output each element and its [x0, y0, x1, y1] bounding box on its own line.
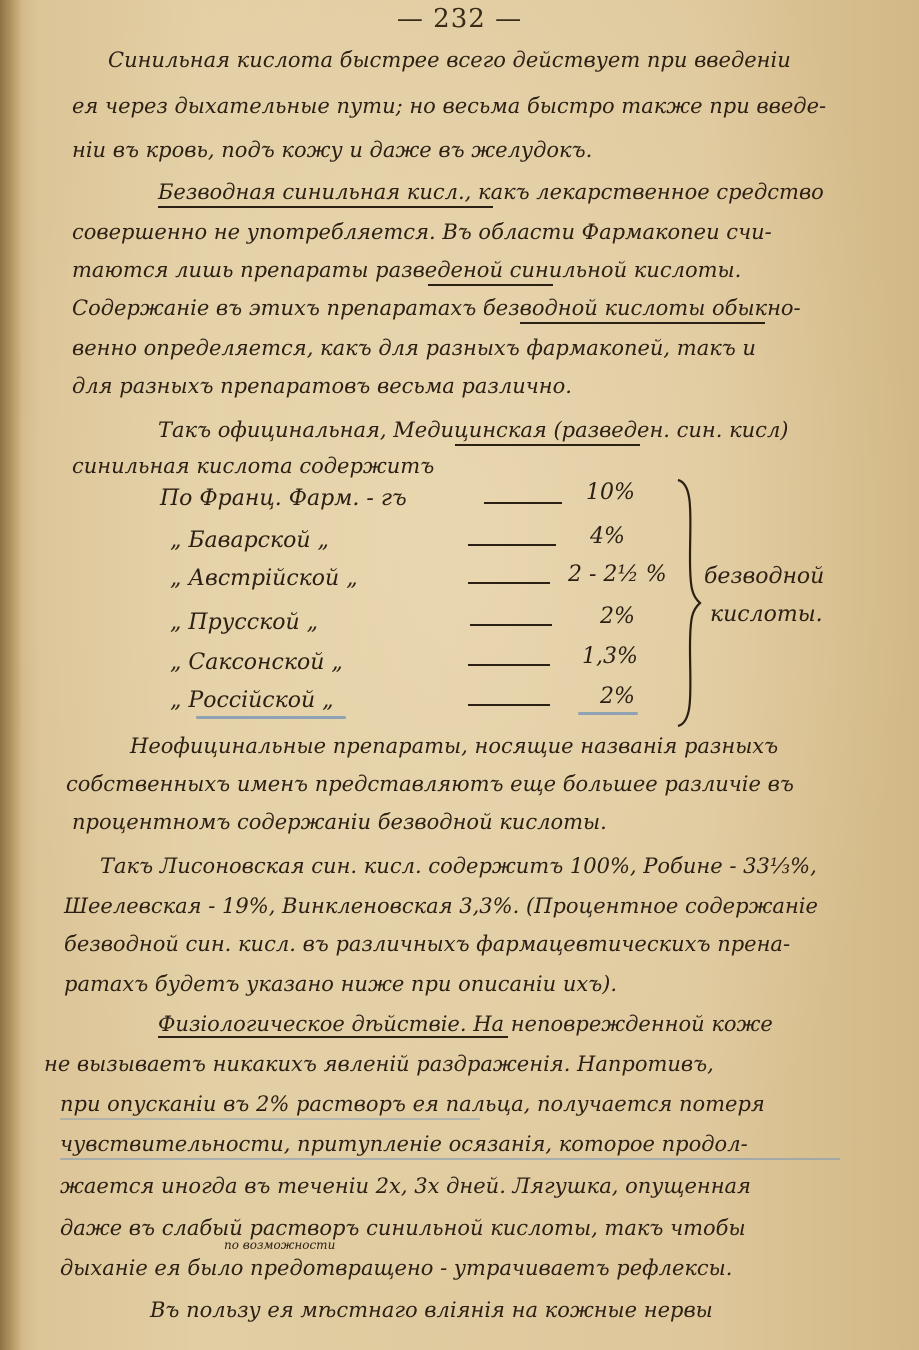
table-dash — [468, 544, 556, 546]
text-line-8: венно определяется, какъ для разныхъ фармакопей, такъ и — [72, 336, 756, 360]
blue-underline — [578, 712, 638, 715]
table-label: „ Россійской „ — [170, 688, 334, 713]
table-value: 10% — [586, 480, 635, 505]
curly-brace — [676, 478, 702, 728]
underline-stroke — [520, 322, 765, 324]
table-value: 2 - 2½ % — [568, 562, 667, 587]
text-line-22: чувствительности, притупленіе осязанія, которое продол- — [60, 1132, 748, 1156]
brace-label-1: безводной — [704, 564, 825, 589]
text-line-7: Содержаніе въ этихъ препаратахъ безводной кислоты обыкно- — [72, 296, 801, 320]
text-line-26: Въ пользу ея мѣстнаго вліянія на кожные нервы — [150, 1298, 713, 1322]
text-line-5: совершенно не употребляется. Въ области Фармакопеи счи- — [72, 220, 772, 244]
text-line-25: дыханіе ея было предотвращено - утрачиваетъ рефлексы. — [60, 1256, 733, 1280]
text-line-14: процентномъ содержаніи безводной кислоты. — [72, 810, 607, 834]
text-line-21: при опусканіи въ 2% растворъ ея пальца, получается потеря — [60, 1092, 765, 1116]
underline-stroke — [158, 206, 493, 208]
underline-stroke — [428, 284, 553, 286]
brace-label-2: кислоты. — [710, 602, 823, 627]
blue-underline — [60, 1118, 480, 1120]
text-line-19: Физіологическое дѣйствіе. На неповрежденной коже — [158, 1012, 773, 1036]
underline-stroke — [455, 444, 640, 446]
text-line-15: Такъ Лисоновская син. кисл. содержитъ 100%, Робине - 33⅓%, — [100, 854, 817, 878]
table-dash — [468, 704, 550, 706]
table-label: „ Баварской „ — [170, 528, 329, 553]
text-line-10: Такъ официнальная, Медицинская (разведен. син. кисл) — [158, 418, 789, 442]
underline-stroke — [158, 1036, 508, 1038]
text-line-17: безводной син. кисл. въ различныхъ фармацевтическихъ прена- — [64, 932, 791, 956]
table-label: По Франц. Фарм. - гъ — [160, 486, 407, 511]
text-line-3: ніи въ кровь, подъ кожу и даже въ желудокъ. — [72, 138, 593, 162]
table-dash — [470, 624, 552, 626]
table-dash — [468, 582, 550, 584]
text-line-9: для разныхъ препаратовъ весьма различно. — [72, 374, 572, 398]
table-label: „ Саксонской „ — [170, 650, 343, 675]
table-label: „ Прусской „ — [170, 610, 319, 635]
interlinear-note: по возможности — [224, 1238, 336, 1252]
blue-underline — [196, 716, 346, 719]
binding-gutter — [0, 0, 22, 1350]
table-dash — [484, 502, 562, 504]
text-line-6: таются лишь препараты разведеной синильной кислоты. — [72, 258, 742, 282]
table-value: 2% — [600, 604, 635, 629]
page-number: — 232 — — [396, 4, 523, 34]
text-line-20: не вызываетъ никакихъ явленій раздраженія. Напротивъ, — [44, 1052, 714, 1076]
text-line-18: ратахъ будетъ указано ниже при описаніи ихъ). — [64, 972, 618, 996]
table-dash — [468, 664, 550, 666]
text-line-23: жается иногда въ теченіи 2х, 3х дней. Лягушка, опущенная — [60, 1174, 751, 1198]
table-value: 2% — [600, 684, 635, 709]
text-line-1: Синильная кислота быстрее всего действует при введеніи — [108, 48, 791, 72]
table-value: 1,3% — [582, 644, 638, 669]
text-line-13: собственныхъ именъ представляютъ еще большее различіе въ — [66, 772, 794, 796]
text-line-2: ея через дыхательные пути; но весьма быстро также при введе- — [72, 94, 827, 118]
text-line-24: даже въ слабый растворъ синильной кислоты, такъ чтобы — [60, 1216, 746, 1240]
table-label: „ Австрійской „ — [170, 566, 358, 591]
blue-underline — [60, 1158, 840, 1160]
text-line-12: Неофицинальные препараты, носящие названія разныхъ — [130, 734, 779, 758]
table-value: 4% — [590, 524, 625, 549]
text-line-16: Шеелевская - 19%, Винкленовская 3,3%. (Процентное содержаніе — [64, 894, 818, 918]
text-line-11: синильная кислота содержитъ — [72, 454, 435, 478]
text-line-4: Безводная синильная кисл., какъ лекарственное средство — [158, 180, 824, 204]
